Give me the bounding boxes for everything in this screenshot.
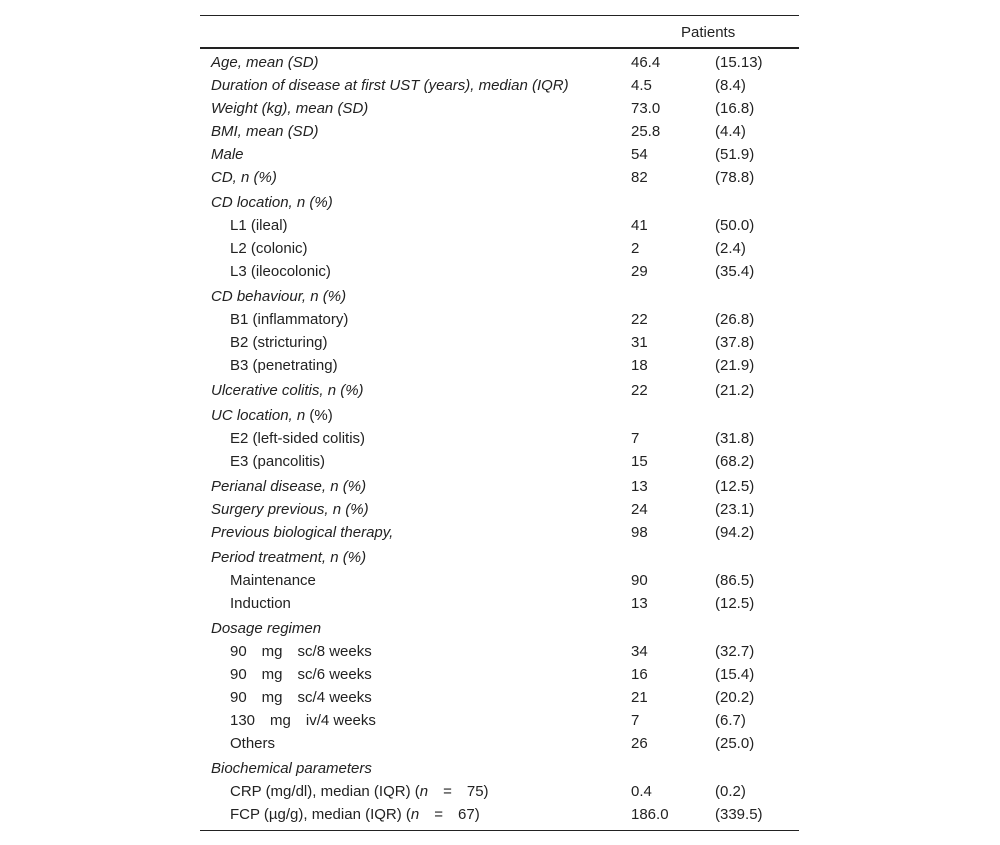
row-percent: (78.8)	[715, 169, 755, 186]
row-value: 18	[631, 357, 648, 374]
row-percent: (26.8)	[715, 311, 755, 328]
row-value: 25.8	[631, 123, 661, 140]
row-value: 2	[631, 240, 640, 257]
table-row	[200, 450, 799, 473]
row-value: 0.4	[631, 783, 652, 800]
row-label: 90 mg sc/8 weeks	[230, 643, 372, 660]
table-row	[200, 260, 799, 283]
row-value: 16	[631, 666, 648, 683]
table-row	[200, 640, 799, 663]
row-percent: (68.2)	[715, 453, 755, 470]
row-value: 21	[631, 689, 648, 706]
row-label: B3 (penetrating)	[230, 357, 338, 374]
row-label: Male	[211, 146, 244, 163]
row-label: Weight (kg), mean (SD)	[211, 100, 369, 117]
row-percent: (6.7)	[715, 712, 746, 729]
row-value: 13	[631, 478, 648, 495]
row-percent: (20.2)	[715, 689, 755, 706]
table-row	[200, 74, 799, 97]
row-label: L3 (ileocolonic)	[230, 263, 331, 280]
row-percent: (25.0)	[715, 735, 755, 752]
group-heading: CD location, n (%)	[211, 194, 333, 211]
row-value: 34	[631, 643, 648, 660]
table-row	[200, 331, 799, 354]
row-label: Previous biological therapy,	[211, 524, 394, 541]
row-percent: (35.4)	[715, 263, 755, 280]
row-value: 82	[631, 169, 648, 186]
table-row	[200, 569, 799, 592]
row-label: B1 (inflammatory)	[230, 311, 349, 328]
bottom-rule	[200, 830, 799, 831]
row-percent: (51.9)	[715, 146, 755, 163]
row-value: 15	[631, 453, 648, 470]
row-label: E2 (left-sided colitis)	[230, 430, 366, 447]
row-percent: (37.8)	[715, 334, 755, 351]
table-row	[200, 521, 799, 544]
group-heading-row	[200, 285, 799, 308]
row-label: Ulcerative colitis, n (%)	[211, 382, 364, 399]
table-row	[200, 780, 799, 803]
row-percent: (16.8)	[715, 100, 755, 117]
row-percent: (50.0)	[715, 217, 755, 234]
table-row	[200, 427, 799, 450]
row-label: Induction	[230, 595, 291, 612]
row-percent: (32.7)	[715, 643, 755, 660]
table-row	[200, 379, 799, 402]
row-label: CD, n (%)	[211, 169, 277, 186]
row-value: 29	[631, 263, 648, 280]
row-label: 130 mg iv/4 weeks	[230, 712, 376, 729]
row-value: 7	[631, 430, 640, 447]
table-row	[200, 498, 799, 521]
table-row	[200, 120, 799, 143]
row-percent: (12.5)	[715, 478, 755, 495]
row-value: 41	[631, 217, 648, 234]
table-row	[200, 237, 799, 260]
row-label: Age, mean (SD)	[211, 54, 319, 71]
row-percent: (15.4)	[715, 666, 755, 683]
group-heading-row	[200, 617, 799, 640]
table-row	[200, 354, 799, 377]
table-row	[200, 143, 799, 166]
row-percent: (21.9)	[715, 357, 755, 374]
row-percent: (23.1)	[715, 501, 755, 518]
row-value: 31	[631, 334, 648, 351]
row-value: 98	[631, 524, 648, 541]
row-label: 90 mg sc/4 weeks	[230, 689, 372, 706]
row-value: 46.4	[631, 54, 661, 71]
row-label: 90 mg sc/6 weeks	[230, 666, 372, 683]
row-label: Duration of disease at first UST (years), median (IQR)	[211, 77, 569, 94]
row-percent: (21.2)	[715, 382, 755, 399]
table-row	[200, 166, 799, 189]
row-percent: (94.2)	[715, 524, 755, 541]
group-heading: Biochemical parameters	[211, 760, 372, 777]
table-row	[200, 803, 799, 826]
row-percent: (8.4)	[715, 77, 746, 94]
row-percent: (86.5)	[715, 572, 755, 589]
table-row	[200, 732, 799, 755]
row-label: Surgery previous, n (%)	[211, 501, 369, 518]
row-percent: (2.4)	[715, 240, 746, 257]
row-value: 26	[631, 735, 648, 752]
row-value: 22	[631, 382, 648, 399]
row-value: 4.5	[631, 77, 652, 94]
row-value: 90	[631, 572, 648, 589]
row-value: 54	[631, 146, 648, 163]
row-value: 186.0	[631, 806, 669, 823]
group-heading-row	[200, 404, 799, 427]
row-percent: (15.13)	[715, 54, 763, 71]
group-heading-row	[200, 546, 799, 569]
row-value: 13	[631, 595, 648, 612]
table-row	[200, 686, 799, 709]
row-label: B2 (stricturing)	[230, 334, 328, 351]
table-row	[200, 308, 799, 331]
row-value: 22	[631, 311, 648, 328]
row-value: 7	[631, 712, 640, 729]
row-percent: (4.4)	[715, 123, 746, 140]
group-heading: Period treatment, n (%)	[211, 549, 367, 566]
table-row	[200, 663, 799, 686]
row-label: FCP (µg/g), median (IQR) (n = 67)	[230, 806, 480, 823]
row-value: 73.0	[631, 100, 661, 117]
table-row	[200, 709, 799, 732]
row-label: E3 (pancolitis)	[230, 453, 326, 470]
row-value: 24	[631, 501, 648, 518]
row-percent: (31.8)	[715, 430, 755, 447]
row-percent: (0.2)	[715, 783, 746, 800]
row-percent: (339.5)	[715, 806, 763, 823]
table-row	[200, 214, 799, 237]
table-row	[200, 51, 799, 74]
row-label: L2 (colonic)	[230, 240, 308, 257]
group-heading: CD behaviour, n (%)	[211, 288, 347, 305]
column-header-patients: Patients	[681, 24, 736, 41]
row-label: Perianal disease, n (%)	[211, 478, 367, 495]
group-heading-row	[200, 757, 799, 780]
row-label: L1 (ileal)	[230, 217, 288, 234]
row-label: BMI, mean (SD)	[211, 123, 319, 140]
row-percent: (12.5)	[715, 595, 755, 612]
table-row	[200, 592, 799, 615]
patient-characteristics-table	[200, 15, 799, 831]
row-label: Maintenance	[230, 572, 316, 589]
group-heading-row	[200, 191, 799, 214]
group-heading: Dosage regimen	[211, 620, 322, 637]
row-label: Others	[230, 735, 276, 752]
group-heading: UC location, n (%)	[211, 407, 333, 424]
table-header	[200, 16, 799, 49]
table-row	[200, 475, 799, 498]
table-row	[200, 97, 799, 120]
row-label: CRP (mg/dl), median (IQR) (n = 75)	[230, 783, 489, 800]
